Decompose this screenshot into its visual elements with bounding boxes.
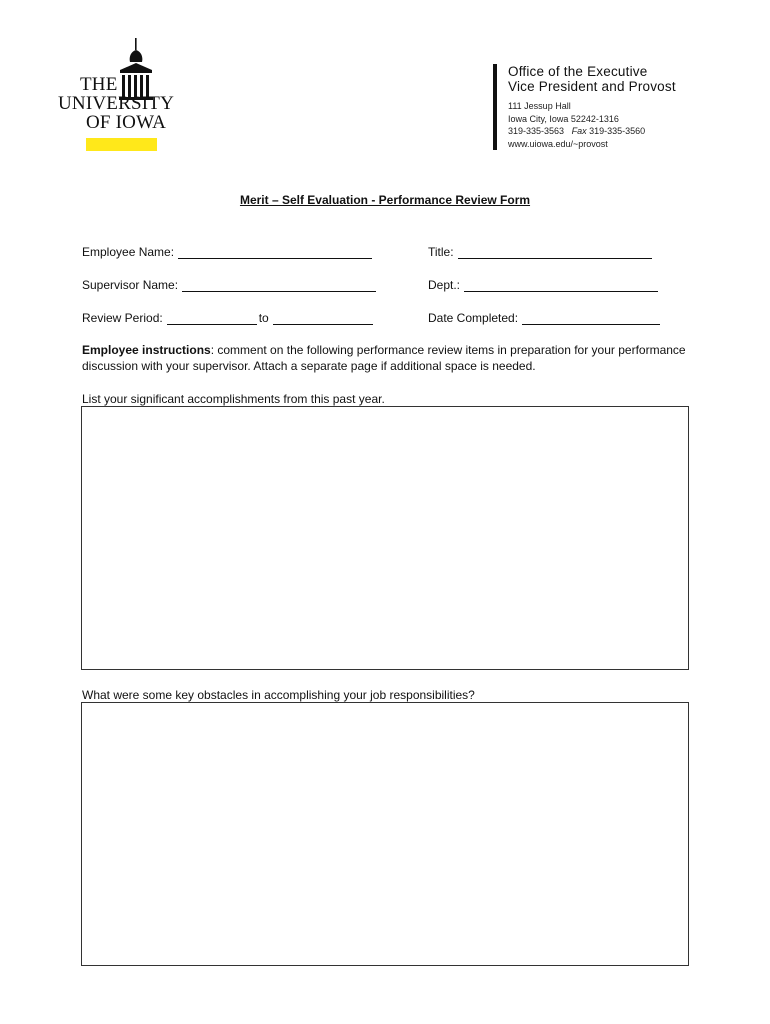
question-1-prompt: List your significant accomplishments from this past year. bbox=[82, 392, 385, 406]
office-title-line2: Vice President and Provost bbox=[508, 79, 676, 94]
office-divider bbox=[493, 64, 497, 150]
supervisor-name-row bbox=[82, 278, 376, 292]
office-title-line1: Office of the Executive bbox=[508, 64, 648, 79]
logo-line-the: THE bbox=[80, 74, 118, 95]
office-phone: 319-335-3563 bbox=[508, 126, 565, 136]
instructions-text: : comment on the following performance review items in preparation for your performance discussion with your supervisor. Attach a separate page if additional space is needed. bbox=[82, 343, 686, 373]
employee-name-field[interactable] bbox=[178, 246, 372, 259]
university-logo bbox=[56, 36, 174, 154]
review-period-to-field[interactable] bbox=[273, 312, 373, 325]
dept-label: Dept.: bbox=[428, 278, 461, 292]
title-label: Title: bbox=[428, 245, 454, 259]
question-2-prompt: What were some key obstacles in accomplishing your job responsibilities? bbox=[82, 688, 475, 702]
date-completed-field[interactable] bbox=[522, 312, 660, 325]
review-period-row bbox=[82, 311, 373, 325]
dept-field[interactable] bbox=[464, 279, 658, 292]
form-title: Merit – Self Evaluation - Performance Review Form bbox=[239, 193, 531, 207]
instructions-lead: Employee instructions bbox=[82, 343, 211, 357]
review-period-from-field[interactable] bbox=[167, 312, 257, 325]
logo-line-of-iowa: OF IOWA bbox=[86, 112, 167, 133]
employee-name-row bbox=[82, 245, 372, 259]
office-fax: 319-335-3560 bbox=[589, 126, 646, 136]
review-period-label: Review Period: bbox=[82, 311, 163, 325]
question-1-answer-box[interactable] bbox=[81, 406, 689, 670]
review-period-to-label: to bbox=[258, 311, 269, 325]
date-completed-row bbox=[428, 311, 660, 325]
office-web: www.uiowa.edu/~provost bbox=[508, 138, 608, 149]
supervisor-name-label: Supervisor Name: bbox=[82, 278, 179, 292]
logo-accent-bar bbox=[86, 138, 157, 151]
office-address2: Iowa City, Iowa 52242-1316 bbox=[508, 113, 619, 124]
title-row bbox=[428, 245, 652, 259]
employee-name-label: Employee Name: bbox=[82, 245, 175, 259]
office-address1: 111 Jessup Hall bbox=[508, 101, 571, 111]
supervisor-name-field[interactable] bbox=[182, 279, 376, 292]
office-header bbox=[508, 64, 758, 150]
office-fax-label: Fax bbox=[571, 126, 587, 136]
logo-line-university: UNIVERSITY bbox=[58, 93, 174, 114]
question-2-answer-box[interactable] bbox=[81, 702, 689, 966]
date-completed-label: Date Completed: bbox=[428, 311, 519, 325]
office-phone-fax bbox=[508, 125, 758, 138]
title-field[interactable] bbox=[458, 246, 652, 259]
employee-instructions bbox=[82, 342, 692, 374]
dept-row bbox=[428, 278, 658, 292]
